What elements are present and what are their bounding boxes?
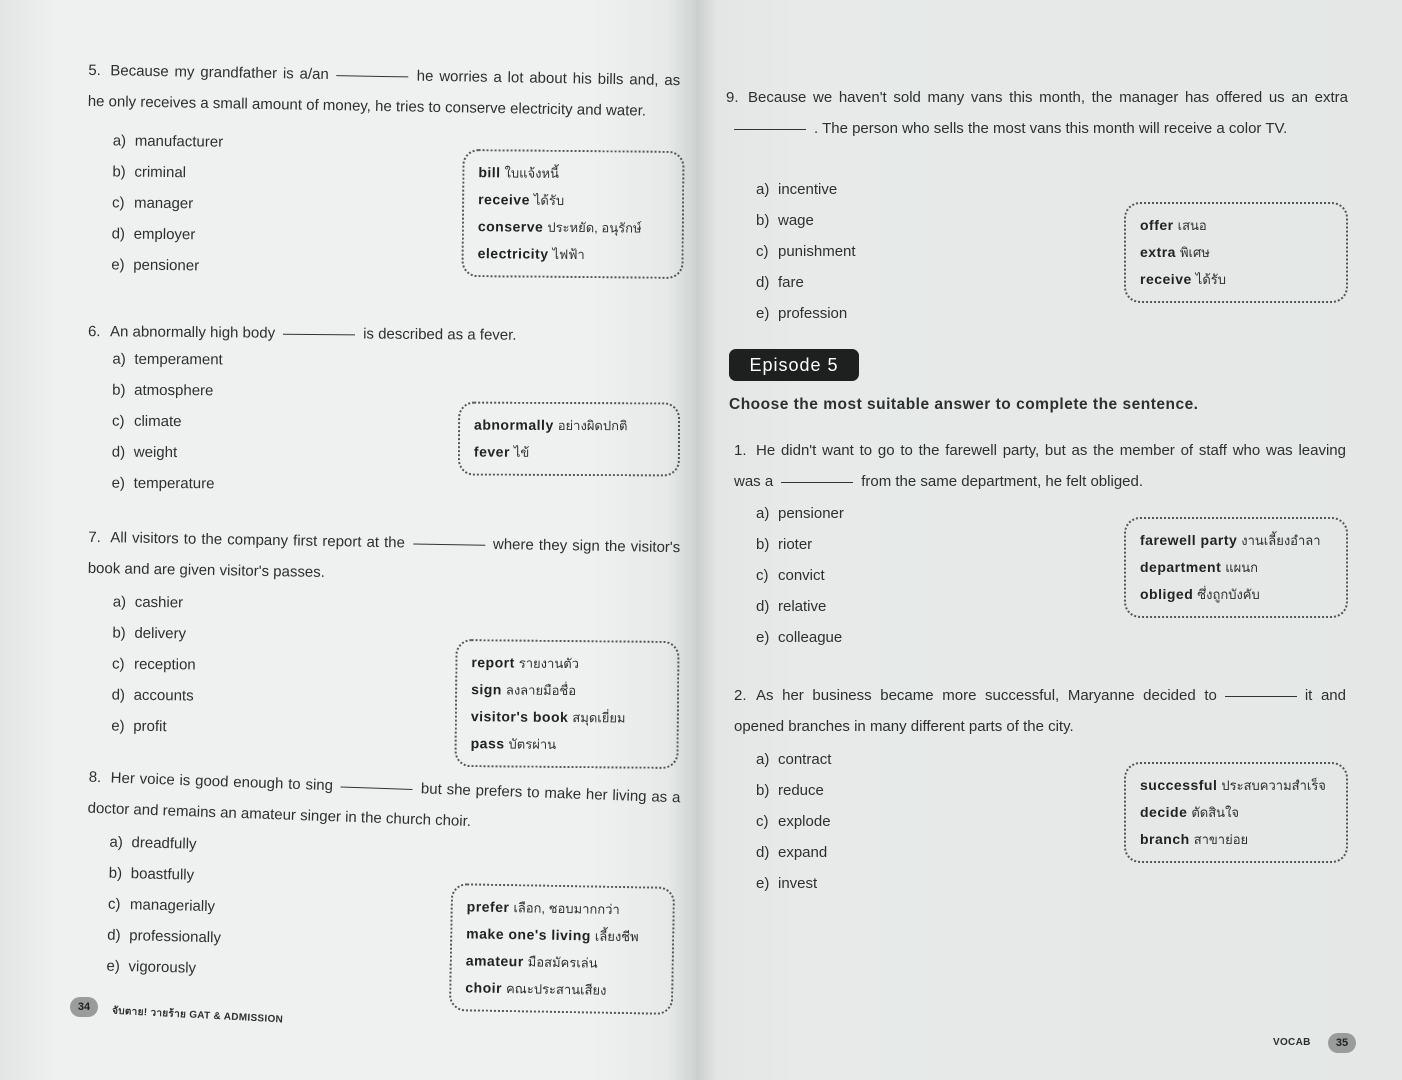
- option-letter: c): [756, 567, 769, 584]
- vocab-translation: ซึ่งถูกบังคับ: [1197, 587, 1260, 602]
- vocab-entry: [478, 213, 668, 242]
- option-convict[interactable]: [756, 560, 844, 591]
- question-number: 1.: [734, 442, 747, 459]
- question-after: it and opened branches in many different parts of the city.: [734, 687, 1346, 735]
- option-delivery[interactable]: [112, 617, 196, 649]
- option-contract[interactable]: [756, 744, 831, 775]
- option-letter: c): [756, 243, 769, 260]
- vocab-box: [1124, 202, 1348, 303]
- answer-blank: [283, 333, 355, 336]
- option-text: professionally: [129, 927, 222, 947]
- option-letter: b): [112, 381, 126, 399]
- option-letter: c): [111, 412, 125, 430]
- option-explode[interactable]: [756, 806, 831, 837]
- vocab-entry: [466, 893, 658, 923]
- option-letter: d): [756, 274, 770, 291]
- option-text: managerially: [129, 896, 216, 916]
- vocab-word: branch: [1140, 831, 1190, 847]
- option-invest[interactable]: [756, 868, 831, 899]
- option-letter: e): [106, 957, 121, 975]
- options-list: [756, 498, 844, 653]
- question-after: . The person who sells the most vans this month will receive a color TV.: [814, 120, 1288, 137]
- option-letter: b): [112, 163, 126, 181]
- vocab-translation: อย่างผิดปกติ: [557, 417, 628, 434]
- option-vigorously[interactable]: [106, 951, 220, 985]
- option-pensioner[interactable]: [111, 249, 222, 281]
- vocab-translation: ได้รับ: [533, 192, 565, 208]
- option-letter: a): [756, 751, 770, 768]
- vocab-translation: เลือก, ชอบมากกว่า: [513, 900, 620, 918]
- vocab-translation: รายงานตัว: [518, 655, 580, 672]
- vocab-word: sign: [471, 681, 502, 698]
- option-letter: c): [111, 194, 125, 212]
- instruction: Choose the most suitable answer to complete the sentence.: [729, 396, 1199, 413]
- option-letter: c): [107, 895, 121, 913]
- vocab-word: amateur: [465, 952, 524, 970]
- vocab-translation: เสนอ: [1177, 218, 1207, 233]
- question-after: where they sign the visitor's book and are given visitor's passes.: [87, 535, 681, 581]
- option-letter: a): [109, 833, 124, 851]
- vocab-entry: [1140, 239, 1332, 266]
- options-list: [756, 174, 856, 329]
- options-list: [111, 586, 197, 742]
- vocab-entry: [465, 974, 657, 1004]
- answer-blank: [1225, 695, 1297, 697]
- vocab-word: visitor's book: [470, 708, 569, 726]
- option-temperature[interactable]: [112, 468, 223, 500]
- vocab-entry: [1140, 772, 1332, 799]
- episode-badge: Episode 5: [729, 349, 859, 381]
- option-manufacturer[interactable]: [113, 125, 224, 157]
- option-text: manufacturer: [134, 132, 224, 151]
- options-list: [111, 125, 223, 281]
- option-incentive[interactable]: [756, 174, 856, 205]
- option-letter: e): [756, 629, 770, 646]
- option-letter: a): [756, 505, 770, 522]
- answer-blank: [781, 481, 853, 483]
- vocab-box: [458, 402, 680, 477]
- option-letter: c): [111, 655, 125, 673]
- vocab-translation: แผนก: [1225, 560, 1258, 575]
- options-list: [112, 344, 223, 500]
- question-before: As her business became more successful, Maryanne decided to: [756, 687, 1217, 704]
- option-text: climate: [133, 412, 182, 431]
- vocab-entry: [1140, 212, 1332, 239]
- option-text: vigorously: [128, 958, 197, 977]
- option-letter: a): [112, 132, 127, 150]
- options-list: [756, 744, 831, 899]
- option-punishment[interactable]: [756, 236, 856, 267]
- vocab-word: fever: [473, 443, 510, 460]
- answer-blank: [337, 74, 409, 77]
- option-fare[interactable]: [756, 267, 856, 298]
- option-text: pensioner: [133, 256, 200, 275]
- question-number: 8.: [88, 768, 102, 787]
- vocab-entry: [1140, 266, 1332, 293]
- option-text: cashier: [134, 593, 184, 612]
- vocab-word: receive: [1140, 271, 1192, 287]
- option-text: reception: [133, 655, 196, 674]
- option-pensioner[interactable]: [756, 498, 844, 529]
- vocab-word: make one's living: [466, 925, 592, 944]
- option-letter: a): [112, 350, 126, 368]
- option-text: dreadfully: [131, 834, 197, 853]
- question-before: He didn't want to go to the farewell party, but as the member of staff who was leaving was a: [734, 442, 1346, 490]
- option-text: wage: [778, 212, 814, 229]
- question-text: [734, 680, 1346, 742]
- vocab-translation: ประหยัด, อนุรักษ์: [547, 219, 642, 236]
- vocab-entry: [1140, 527, 1332, 554]
- vocab-entry: [466, 947, 658, 977]
- option-text: atmosphere: [134, 381, 214, 400]
- option-letter: e): [111, 717, 125, 735]
- vocab-word: bill: [478, 164, 501, 181]
- question-number: 6.: [87, 323, 101, 341]
- option-text: relative: [778, 598, 827, 615]
- vocab-translation: ลงลายมือชื่อ: [505, 682, 577, 699]
- option-text: incentive: [778, 181, 838, 198]
- option-text: expand: [778, 844, 828, 861]
- option-letter: b): [756, 782, 770, 799]
- vocab-word: offer: [1140, 217, 1174, 233]
- vocab-translation: ไข้: [513, 444, 530, 460]
- vocab-translation: พิเศษ: [1179, 245, 1210, 260]
- vocab-entry: [471, 730, 663, 759]
- vocab-box: [449, 883, 675, 1015]
- vocab-box: [1124, 762, 1348, 863]
- vocab-entry: [471, 676, 663, 705]
- vocab-word: receive: [478, 191, 530, 208]
- vocab-translation: มือสมัครเล่น: [527, 954, 598, 971]
- question-before: Because we haven't sold many vans this month, the manager has offered us an extra: [748, 89, 1348, 106]
- option-text: reduce: [778, 782, 824, 799]
- vocab-translation: เลี้ยงชีพ: [594, 928, 639, 945]
- option-wage[interactable]: [756, 205, 856, 236]
- option-text: criminal: [134, 163, 187, 182]
- answer-blank: [341, 786, 413, 791]
- options-list: [106, 827, 223, 985]
- option-text: colleague: [778, 629, 843, 646]
- option-letter: d): [756, 598, 770, 615]
- vocab-entry: [478, 186, 668, 215]
- question-number: 5.: [88, 61, 101, 80]
- vocab-translation: สมุดเยี่ยม: [572, 710, 626, 726]
- option-letter: b): [756, 536, 770, 553]
- vocab-entry: [1140, 799, 1332, 826]
- vocab-word: pass: [470, 735, 505, 752]
- question-text: [734, 435, 1346, 497]
- option-letter: c): [756, 813, 769, 830]
- vocab-word: prefer: [466, 898, 510, 916]
- option-letter: e): [756, 305, 770, 322]
- option-letter: e): [111, 474, 126, 492]
- option-cashier[interactable]: [113, 586, 197, 618]
- option-letter: a): [756, 181, 770, 198]
- vocab-translation: ได้รับ: [1195, 272, 1226, 287]
- vocab-translation: ไฟฟ้า: [552, 246, 585, 263]
- option-relative[interactable]: [756, 591, 844, 622]
- option-profession[interactable]: [756, 298, 856, 329]
- option-dreadfully[interactable]: [109, 827, 223, 861]
- option-text: employer: [133, 225, 196, 244]
- vocab-translation: ประสบความสำเร็จ: [1221, 778, 1326, 793]
- option-rioter[interactable]: [756, 529, 844, 560]
- vocab-entry: [1140, 581, 1332, 608]
- option-text: manager: [133, 194, 194, 213]
- option-letter: d): [111, 443, 126, 461]
- option-letter: e): [756, 875, 770, 892]
- option-text: temperament: [134, 350, 223, 369]
- option-text: invest: [778, 875, 818, 892]
- question-before: Because my grandfather is a/an: [110, 62, 329, 84]
- option-weight[interactable]: [112, 437, 223, 469]
- option-text: convict: [778, 567, 825, 584]
- option-text: boastfully: [130, 865, 195, 884]
- question-after: is described as a fever.: [363, 325, 517, 344]
- page-number: 35: [1328, 1033, 1356, 1053]
- option-atmosphere[interactable]: [112, 375, 223, 407]
- vocab-entry: [1140, 826, 1332, 853]
- option-colleague[interactable]: [756, 622, 844, 653]
- vocab-entry: [471, 649, 663, 678]
- option-text: punishment: [778, 243, 856, 260]
- option-letter: b): [108, 864, 123, 882]
- option-letter: d): [111, 686, 126, 704]
- option-text: fare: [778, 274, 804, 291]
- vocab-translation: ใบแจ้งหนี้: [504, 165, 560, 181]
- option-reception[interactable]: [112, 648, 196, 680]
- option-letter: d): [111, 225, 126, 243]
- vocab-word: department: [1140, 559, 1222, 575]
- question-after: he worries a lot about his bills and, as he only receives a small amount of money, he tries to conserve electricity and water.: [87, 67, 681, 120]
- option-profit[interactable]: [111, 710, 195, 742]
- vocab-word: choir: [465, 979, 503, 996]
- vocab-translation: คณะประสานเสียง: [505, 981, 607, 998]
- vocab-word: extra: [1140, 244, 1176, 260]
- right-page: [696, 0, 1402, 1080]
- page-number: 34: [70, 997, 98, 1017]
- option-manager[interactable]: [112, 187, 223, 219]
- page-footer: จับตาย! วายร้าย GAT & ADMISSION: [111, 1005, 284, 1026]
- vocab-word: decide: [1140, 804, 1188, 820]
- vocab-word: electricity: [477, 245, 549, 262]
- option-letter: a): [112, 593, 127, 611]
- vocab-entry: [471, 703, 663, 732]
- vocab-entry: [466, 920, 658, 950]
- option-professionally[interactable]: [107, 920, 221, 954]
- option-text: weight: [133, 443, 178, 462]
- vocab-translation: บัตรผ่าน: [508, 736, 557, 752]
- vocab-translation: สาขาย่อย: [1193, 832, 1249, 847]
- question-number: 7.: [88, 528, 101, 547]
- vocab-box: [1124, 517, 1348, 618]
- option-text: temperature: [133, 474, 215, 493]
- vocab-word: successful: [1140, 777, 1218, 793]
- option-boastfully[interactable]: [108, 858, 222, 892]
- answer-blank: [413, 543, 485, 546]
- option-reduce[interactable]: [756, 775, 831, 806]
- left-page: [0, 0, 696, 1080]
- option-temperament[interactable]: [112, 344, 223, 376]
- vocab-word: report: [471, 654, 515, 671]
- option-text: profession: [778, 305, 848, 322]
- vocab-entry: [1140, 554, 1332, 581]
- option-text: pensioner: [778, 505, 844, 522]
- vocab-word: conserve: [477, 218, 544, 235]
- question-after: but she prefers to make her living as a doctor and remains an amateur singer in the church choir.: [87, 780, 681, 831]
- vocab-box: [461, 149, 684, 279]
- question-before: All visitors to the company first report at the: [110, 529, 406, 552]
- option-managerially[interactable]: [108, 889, 222, 923]
- question-after: from the same department, he felt obliged.: [861, 473, 1144, 490]
- option-text: delivery: [134, 624, 187, 643]
- vocab-word: abnormally: [474, 416, 554, 433]
- option-letter: d): [107, 926, 121, 944]
- option-text: explode: [778, 813, 831, 830]
- option-accounts[interactable]: [111, 679, 195, 711]
- option-climate[interactable]: [112, 406, 223, 438]
- option-employer[interactable]: [111, 218, 222, 250]
- vocab-translation: งานเลี้ยงอำลา: [1241, 533, 1321, 548]
- question-before: Her voice is good enough to sing: [110, 769, 334, 795]
- option-letter: e): [111, 256, 125, 274]
- question-number: 9.: [726, 89, 739, 106]
- option-text: accounts: [133, 686, 194, 705]
- answer-blank: [734, 128, 806, 130]
- vocab-entry: [478, 159, 668, 188]
- vocab-word: farewell party: [1140, 532, 1238, 548]
- option-text: profit: [133, 717, 167, 736]
- vocab-entry: [474, 439, 664, 467]
- option-text: contract: [778, 751, 832, 768]
- question-text: [88, 55, 681, 127]
- question-before: An abnormally high body: [109, 323, 276, 342]
- vocab-word: obliged: [1140, 586, 1194, 602]
- vocab-entry: [474, 412, 664, 440]
- vocab-entry: [478, 240, 668, 269]
- question-text: [726, 82, 1348, 144]
- option-expand[interactable]: [756, 837, 831, 868]
- vocab-translation: ตัดสินใจ: [1191, 805, 1240, 820]
- option-text: rioter: [778, 536, 813, 553]
- vocab-box: [454, 639, 679, 769]
- option-letter: b): [112, 624, 126, 642]
- option-criminal[interactable]: [112, 156, 223, 188]
- option-letter: d): [756, 844, 770, 861]
- question-text: [88, 522, 681, 594]
- page-footer: VOCAB: [1273, 1037, 1311, 1048]
- option-letter: b): [756, 212, 770, 229]
- question-number: 2.: [734, 687, 747, 704]
